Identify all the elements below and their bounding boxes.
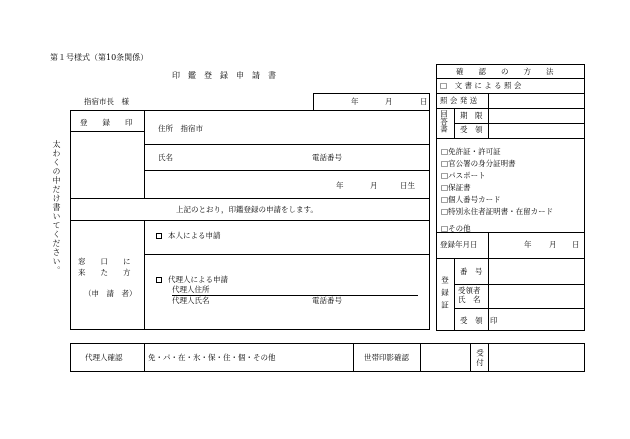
counter-visitor [78,256,131,279]
address-label: 住所 指宿市 [158,124,203,133]
seal-area[interactable] [70,131,145,198]
proxy-check-label: 代理人確認 [85,353,123,362]
phone-label: 電話番号 [312,153,342,162]
birth-field[interactable] [145,171,430,198]
birth-year: 年 [336,181,344,190]
proxy-apply-label: 代理人による申請 [168,275,228,284]
id-list [441,146,553,235]
recipient: 指宿市長 様 [84,97,129,106]
received-seal-label: 受 領 印 [460,316,498,325]
inquiry-sent: 照 会 発 送 [440,96,478,105]
name-field[interactable] [145,145,430,170]
date-year: 年 [351,97,359,106]
receiver-name-label [458,287,481,304]
proxy-address-label: 代理人住所 [172,285,210,294]
reg-date-day: 日 [572,240,580,249]
id-item-license[interactable]: □免許証・許可証 [441,147,501,156]
proxy-phone-label: 電話番号 [312,296,342,305]
date-month: 月 [385,97,393,106]
id-item-other[interactable]: □その他 [441,224,471,233]
number-label: 番 号 [460,267,483,276]
birth-day: 日生 [400,181,415,190]
counter-visitor-label: 窓 口 に 来 た 方 [78,257,131,278]
statement: 上記のとおり，印鑑登録の申請をします。 [176,205,318,214]
deadline-label: 期 限 [460,111,483,120]
date-day: 日 [420,97,428,106]
self-apply-checkbox[interactable] [156,233,162,239]
reg-date-label: 登録年月日 [440,240,478,249]
reg-date-month: 月 [549,240,557,249]
id-item-guarantee[interactable]: □保証書 [441,183,471,192]
id-item-passport[interactable]: □パスポート [441,171,486,180]
proxy-name-label: 代理人氏名 [172,296,210,305]
id-item-residence[interactable]: □特別永住者証明書・在留カード [441,207,554,216]
answer-label: 回答書 [439,110,449,133]
household-check-label: 世帯印影確認 [364,353,409,362]
reg-date-year: 年 [524,240,532,249]
confirm-header: 確 認 の 方 法 [456,67,554,76]
proxy-options[interactable]: 免・パ・在・氷・保・住・個・その他 [148,353,276,362]
doc-inquiry[interactable]: □ 文 書 に よ る 照 会 [440,81,522,90]
receiver-name-text: 受領者 氏 名 [458,286,481,304]
form-title: 印 鑑 登 録 申 請 書 [172,71,276,80]
applicant-label: （申 請 者） [84,289,137,298]
birth-month: 月 [370,181,378,190]
id-item-mynumber[interactable]: □個人番号カード [441,195,501,204]
proxy-apply-option[interactable] [156,276,228,284]
reception-label: 受付 [475,349,485,368]
received-label: 受 領 [460,125,483,134]
form-id: 第１号様式（第10条関係） [50,53,149,62]
name-label: 氏名 [158,153,173,162]
address-field[interactable] [145,110,430,144]
seal-label: 登 録 印 [80,118,133,127]
proxy-apply-checkbox[interactable] [156,277,162,283]
self-apply-option[interactable] [156,232,221,240]
side-note: 太わくの中だけ書いてください。 [52,140,61,275]
self-apply-label: 本人による申請 [168,231,221,240]
id-item-official[interactable]: □官公署の身分証明書 [441,159,516,168]
date-box [313,93,430,111]
cert-label: 登録証 [440,276,450,314]
